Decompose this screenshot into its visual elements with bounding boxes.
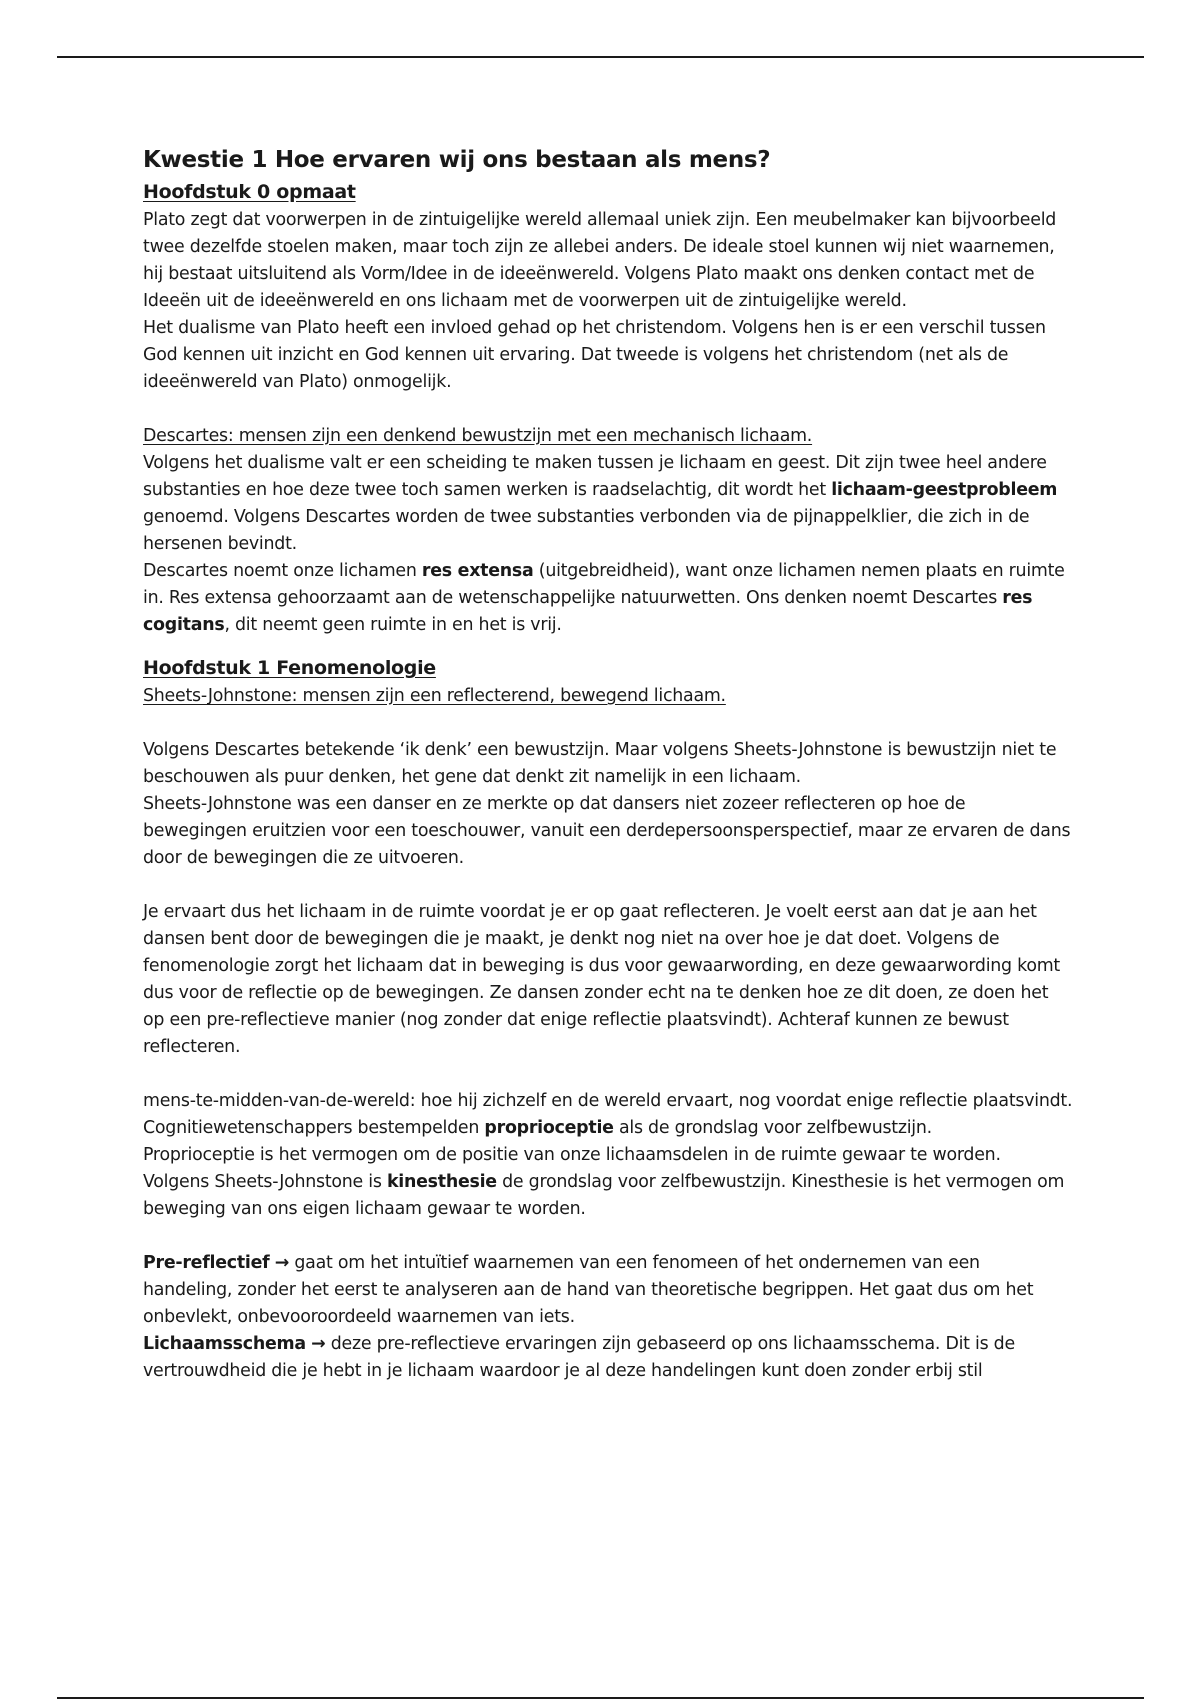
- chapter-0-heading: Hoofdstuk 0 opmaat: [143, 181, 356, 203]
- paragraph-kinesthesie: Volgens Sheets-Johnstone is kinesthesie de grondslag voor zelfbewustzijn. Kinesthesie is het vermogen om beweging van ons eigen lichaam gewaar te worden.: [143, 1172, 1065, 1219]
- footer-rule: [57, 1697, 1144, 1699]
- term-res-cogitans: res cogitans: [143, 588, 1033, 635]
- paragraph-christendom: Het dualisme van Plato heeft een invloed gehad op het christendom. Volgens hen is er een verschil tussen God kennen uit inzicht en God kennen uit ervaring. Dat tweede is volgens het christendom (net als de ideeënwereld van Plato) onmogelijk.: [143, 318, 1046, 392]
- paragraph-lichaamsschema: Lichaamsschema → deze pre-reflectieve ervaringen zijn gebaseerd op ons lichaamsschema. Dit is de vertrouwdheid die je hebt in je lichaam waardoor je al deze handelingen kunt doen zonder erbij stil: [143, 1334, 1015, 1381]
- paragraph-ik-denk: Volgens Descartes betekende ‘ik denk’ een bewustzijn. Maar volgens Sheets-Johnstone is bewustzijn niet te beschouwen als puur denken, het gene dat denkt zit namelijk in een lichaam.: [143, 740, 1057, 787]
- arrow-icon: →: [274, 1253, 290, 1273]
- paragraph-pre-reflectief: Pre-reflectief → gaat om het intuïtief waarnemen van een fenomeen of het ondernemen van een handeling, zonder het eerst te analyseren aan de hand van theoretische begrippen. Het gaat dus om het onbevlekt, onbevooroordeeld waarnemen van iets.: [143, 1253, 1034, 1327]
- paragraph-res-extensa: Descartes noemt onze lichamen res extensa (uitgebreidheid), want onze lichamen nemen plaats en ruimte in. Res extensa gehoorzaamt aan de wetenschappelijke natuurwetten. Ons denken noemt Descartes res cogitans, dit neemt geen ruimte in en het is vrij.: [143, 561, 1065, 635]
- sheets-johnstone-heading: Sheets-Johnstone: mensen zijn een reflecterend, bewegend lichaam.: [143, 686, 726, 706]
- paragraph-mens-te-midden: mens-te-midden-van-de-wereld: hoe hij zichzelf en de wereld ervaart, nog voordat enige reflectie plaatsvindt.: [143, 1091, 1073, 1111]
- document-title: Kwestie 1 Hoe ervaren wij ons bestaan als mens?: [143, 147, 771, 173]
- term-lichaam-geestprobleem: lichaam-geestprobleem: [831, 480, 1058, 500]
- document-body: [143, 143, 1073, 1385]
- paragraph-proprioceptie: Cognitiewetenschappers bestempelden proprioceptie als de grondslag voor zelfbewustzijn.: [143, 1118, 932, 1138]
- header-rule: [57, 56, 1144, 58]
- paragraph-proprioceptie-def: Proprioceptie is het vermogen om de positie van onze lichaamsdelen in de ruimte gewaar te worden.: [143, 1145, 1001, 1165]
- term-kinesthesie: kinesthesie: [386, 1172, 497, 1192]
- term-pre-reflectief: Pre-reflectief: [143, 1253, 270, 1273]
- paragraph-danser: Sheets-Johnstone was een danser en ze merkte op dat dansers niet zozeer reflecteren op hoe de bewegingen eruitzien voor een toeschouwer, vanuit een derdepersoonsperspectief, maar ze ervaren de dans door de bewegingen die ze uitvoeren.: [143, 794, 1071, 868]
- term-lichaamsschema: Lichaamsschema: [143, 1334, 306, 1354]
- paragraph-fenomenologie: Je ervaart dus het lichaam in de ruimte voordat je er op gaat reflecteren. Je voelt eerst aan dat je aan het dansen bent door de bewegingen die je maakt, je denkt nog niet na over hoe je dat doet. Volgens de fenomenologie zorgt het lichaam dat in beweging is dus voor gewaarwording, en deze gewaarwording komt dus voor de reflectie op de bewegingen. Ze dansen zonder echt na te denken hoe ze dit doen, ze doen het op een pre-reflectieve manier (nog zonder dat enige reflectie plaatsvindt). Achteraf kunnen ze bewust reflecteren.: [143, 902, 1060, 1057]
- term-proprioceptie: proprioceptie: [484, 1118, 614, 1138]
- paragraph-plato: Plato zegt dat voorwerpen in de zintuigelijke wereld allemaal uniek zijn. Een meubelmaker kan bijvoorbeeld twee dezelfde stoelen maken, maar toch zijn ze allebei anders. De ideale stoel kunnen wij niet waarnemen, hij bestaat uitsluitend als Vorm/Idee in de ideeënwereld. Volgens Plato maakt ons denken contact met de Ideeën uit de ideeënwereld en ons lichaam met de voorwerpen uit de zintuigelijke wereld.: [143, 210, 1057, 311]
- chapter-1-heading: Hoofdstuk 1 Fenomenologie: [143, 657, 436, 679]
- paragraph-dualisme: Volgens het dualisme valt er een scheiding te maken tussen je lichaam en geest. Dit zijn twee heel andere substanties en hoe deze twee toch samen werken is raadselachtig, dit wordt het lichaam-geestprobleem genoemd. Volgens Descartes worden de twee substanties verbonden via de pijnappelklier, die zich in de hersenen bevindt.: [143, 453, 1058, 554]
- descartes-heading: Descartes: mensen zijn een denkend bewustzijn met een mechanisch lichaam.: [143, 426, 813, 446]
- term-res-extensa: res extensa: [421, 561, 534, 581]
- arrow-icon: →: [311, 1334, 326, 1354]
